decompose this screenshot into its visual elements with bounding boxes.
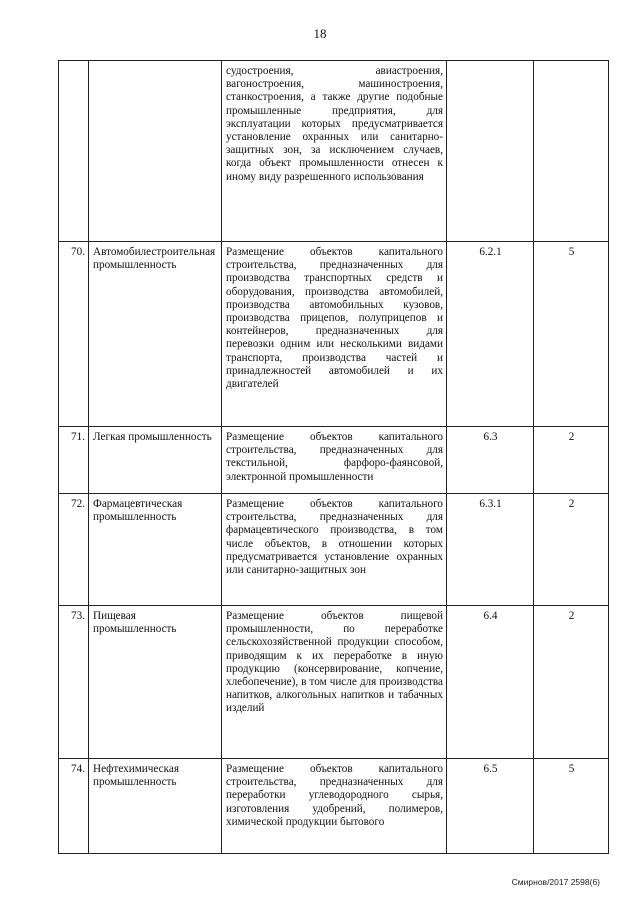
use-type-description: Размещение объектов капитального строительства, предназначенных для текстильной, фарфоро-фаянсовой, электронной промышленности xyxy=(222,427,447,494)
parameter-value xyxy=(534,61,609,242)
parameter-value: 2 xyxy=(534,606,609,759)
use-type-name: Автомобилестроительная промышленность xyxy=(89,242,222,427)
row-number xyxy=(59,61,89,242)
table-row xyxy=(59,606,609,759)
table-row xyxy=(59,61,609,242)
row-number: 70. xyxy=(59,242,89,427)
page-number: 18 xyxy=(313,26,327,41)
classifier-code: 6.5 xyxy=(447,759,534,854)
land-use-table xyxy=(58,60,609,854)
table-row xyxy=(59,427,609,494)
classifier-code: 6.2.1 xyxy=(447,242,534,427)
row-number: 74. xyxy=(59,759,89,854)
table-row xyxy=(59,759,609,854)
use-type-description: Размещение объектов капитального строительства, предназначенных для переработки углеводородного сырья, изготовления удобрений, полимеров, химической продукции бытового xyxy=(222,759,447,854)
row-number: 72. xyxy=(59,494,89,606)
classifier-code: 6.3.1 xyxy=(447,494,534,606)
use-type-name: Фармацевтическая промышленность xyxy=(89,494,222,606)
parameter-value: 5 xyxy=(534,242,609,427)
row-number: 71. xyxy=(59,427,89,494)
use-type-description: судостроения, авиастроения, вагоностроения, машиностроения, станкостроения, а также другие подобные промышленные предприятия, для эксплуатации которых предусматривается установление охранных или санитарно-защитных зон, за исключением случаев, когда объект промышленности отнесен к иному виду разрешенного использования xyxy=(222,61,447,242)
row-number: 73. xyxy=(59,606,89,759)
use-type-name: Легкая промышленность xyxy=(89,427,222,494)
use-type-name: Нефтехимическая промышленность xyxy=(89,759,222,854)
use-type-name xyxy=(89,61,222,242)
parameter-value: 2 xyxy=(534,494,609,606)
table-row xyxy=(59,494,609,606)
use-type-description: Размещение объектов пищевой промышленности, по переработке сельскохозяйственной продукции способом, приводящим к их переработке в иную продукцию (консервирование, копчение, хлебопечение), в том числе для производства напитков, алкогольных напитков и табачных изделий xyxy=(222,606,447,759)
parameter-value: 5 xyxy=(534,759,609,854)
classifier-code xyxy=(447,61,534,242)
classifier-code: 6.3 xyxy=(447,427,534,494)
classifier-code: 6.4 xyxy=(447,606,534,759)
use-type-name: Пищевая промышленность xyxy=(89,606,222,759)
table-row xyxy=(59,242,609,427)
use-type-description: Размещение объектов капитального строительства, предназначенных для производства транспортных средств и оборудования, производства автомобилей, производства автомобильных кузовов, производства прицепов, полуприцепов и контейнеров, предназначенных для перевозки одним или несколькими видами транспорта, производства частей и принадлежностей автомобилей и их двигателей xyxy=(222,242,447,427)
document-footer: Смирнов/2017 2598(6) xyxy=(511,877,600,887)
use-type-description: Размещение объектов капитального строительства, предназначенных для фармацевтического производства, в том числе объектов, в отношении которых предусматривается установление охранных или санитарно-защитных зон xyxy=(222,494,447,606)
parameter-value: 2 xyxy=(534,427,609,494)
